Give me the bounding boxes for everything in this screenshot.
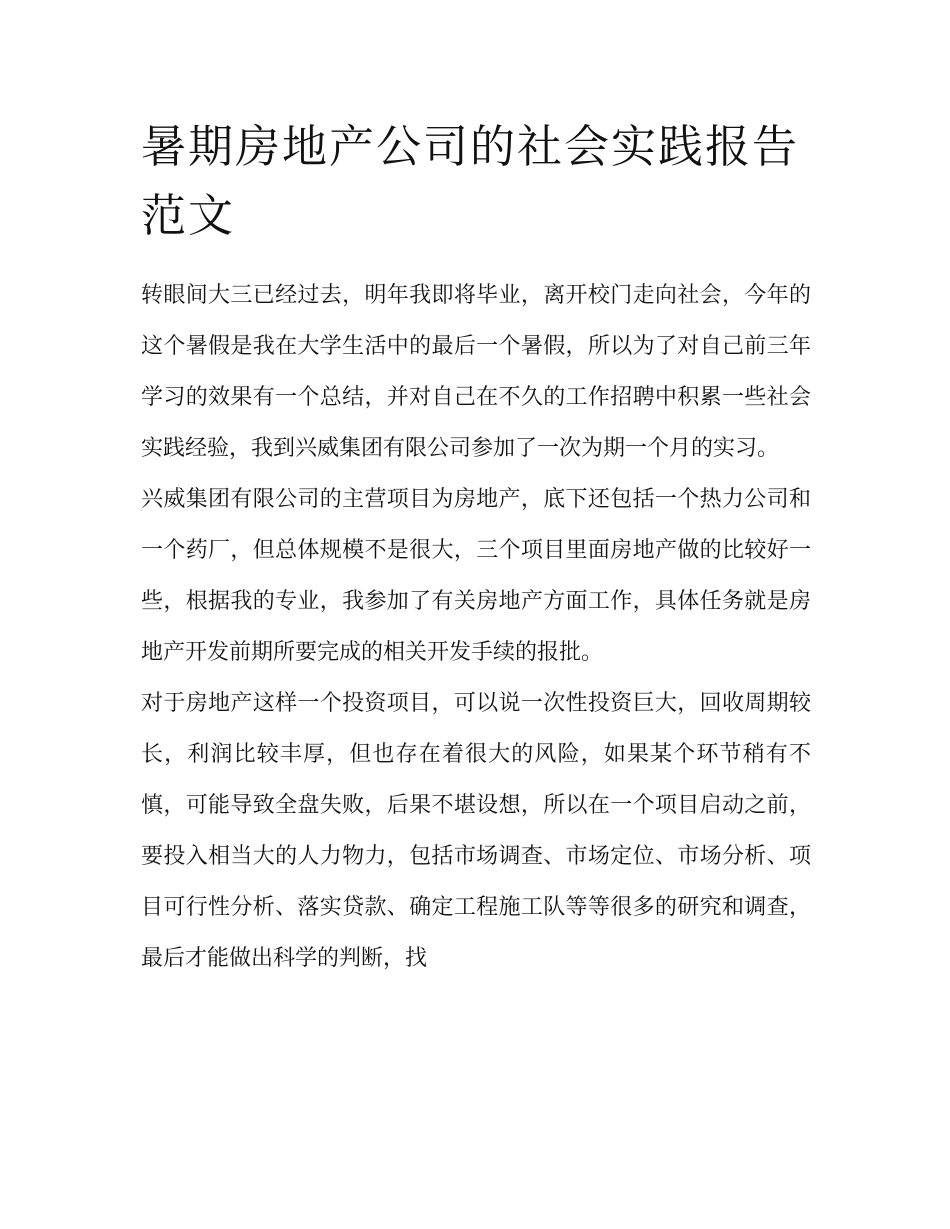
paragraph-company: 兴威集团有限公司的主营项目为房地产，底下还包括一个热力公司和一个药厂，但总体规模不是很大，三个项目里面房地产做的比较好一些，根据我的专业，我参加了有关房地产方面工作，具体任务就是房地产开发前期所要完成的相关开发手续的报批。 <box>141 487 811 665</box>
document-title: 暑期房地产公司的社会实践报告范文 <box>141 120 800 242</box>
paragraph-investment: 对于房地产这样一个投资项目，可以说一次性投资巨大，回收周期较长，利润比较丰厚，但也存在着很大的风险，如果某个环节稍有不慎，可能导致全盘失败，后果不堪设想，所以在一个项目启动之前，要投入相当大的人力物力，包括市场调查、市场定位、市场分析、项目可行性分析、落实贷款、确定工程施工队等等很多的研究和调查，最后才能做出科学的判断，找 <box>141 691 811 971</box>
document-body <box>141 112 811 984</box>
paragraph-list <box>141 270 811 984</box>
paragraph-intro: 转眼间大三已经过去，明年我即将毕业，离开校门走向社会，今年的这个暑假是我在大学生活中的最后一个暑假，所以为了对自己前三年学习的效果有一个总结，并对自己在不久的工作招聘中积累一些社会实践经验，我到兴威集团有限公司参加了一次为期一个月的实习。 <box>141 283 811 461</box>
